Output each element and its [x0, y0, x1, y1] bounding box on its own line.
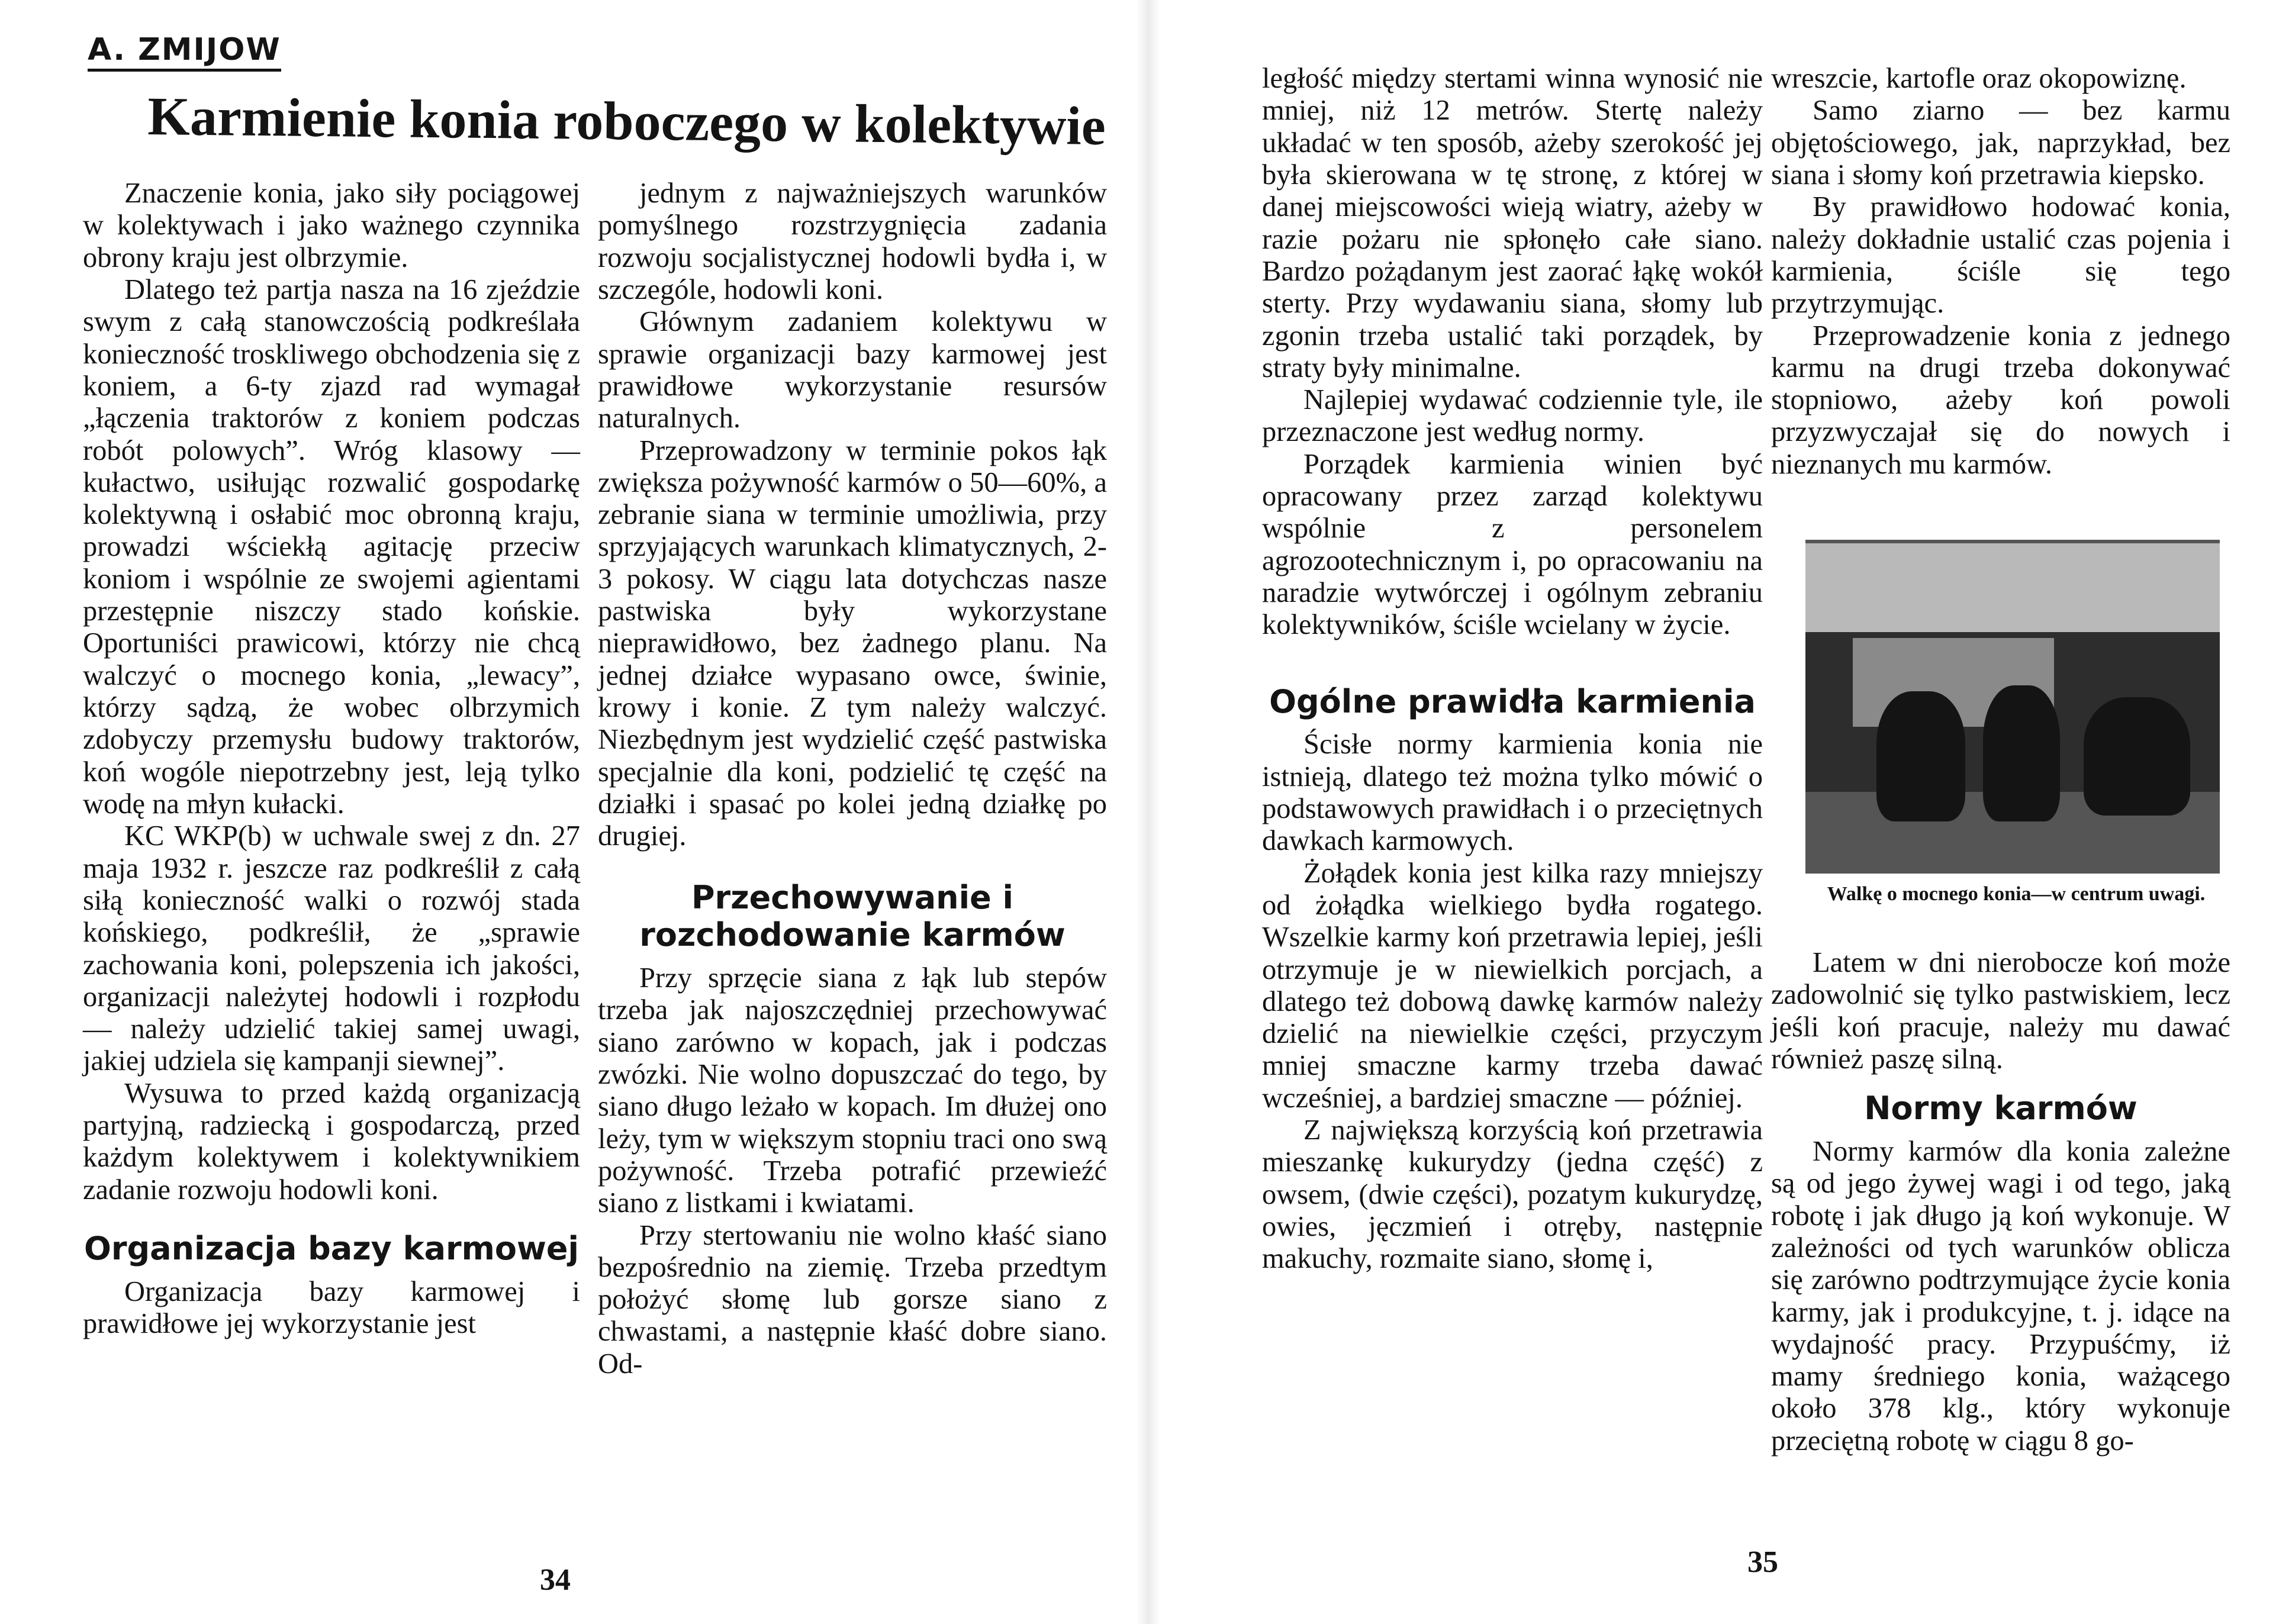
paragraph: wreszcie, kartofle oraz okopowiznę.	[1771, 63, 2187, 94]
paragraph: Przeprowadzony w terminie pokos łąk zwiększa pożywność karmów o 50—60%, a zebranie siana w terminie umożliwia, przy sprzyjających warunkach klimatycznych, 2-3 pokosy. W ciągu lata dotychczas nasze pastwiska były wykorzystane nieprawidłowo, bez żadnego planu. Na jednej działce wypasano owce, świnie, krowy i konie. Z tym należy walczyć. Niezbędnym jest wydzielić część pastwiska specjalnie dla koni, podzielić tę część na działki i spasać po kolei jedną działkę po drugiej.	[598, 434, 1107, 852]
right-column-2-top	[1771, 63, 2230, 481]
paragraph: Najlepiej wydawać codziennie tyle, ile przeznaczone jest według normy.	[1262, 384, 1763, 448]
horse-figure	[1876, 691, 1965, 821]
left-column-2	[598, 178, 1107, 1380]
article-author: A. ZMIJOW	[88, 32, 281, 72]
right-column-1	[1262, 63, 1763, 1275]
paragraph: Głównym zadaniem kolektywu w sprawie organizacji bazy karmowej jest prawidłowe wykorzystanie resursów naturalnych.	[598, 306, 1107, 434]
paragraph: Latem w dni nierobocze koń może zadowolnić się tylko pastwiskiem, lecz jeśli koń pracuje, należy mu dawać również paszę silną.	[1771, 947, 2230, 1075]
photo-sky	[1805, 543, 2220, 632]
paragraph: Przy sprzęcie siana z łąk lub stepów trzeba jak najoszczędniej przechowywać siano zarówno w kopach, jak i podczas zwózki. Nie wolno dopuszczać do tego, by siano długo leżało w kopach. Im dłużej ono leży, tym w większym stopniu traci ono swą pożywność. Trzeba potrafić przewieźć siano z listkami i kwiatami.	[598, 962, 1107, 1219]
paragraph: Porządek karmienia winien być opracowany przez zarząd kolektywu wspólnie z personelem agrozootechnicznym i, po opracowaniu na naradzie wytwórczej i ogólnym zebraniu kolektywników, ściśle wcielany w życie.	[1262, 448, 1763, 641]
section-heading: Normy karmów	[1864, 1090, 2138, 1127]
paragraph: Przy stertowaniu nie wolno kłaść siano bezpośrednio na ziemię. Trzeba przedtym położyć słomę lub gorsze siano z chwastami, a następnie kłaść dobre siano. Od-	[598, 1219, 1107, 1380]
left-column-1	[83, 178, 580, 1340]
page-number: 34	[540, 1563, 571, 1597]
paragraph: Z największą korzyścią koń przetrawia mieszankę kukurydzy (jedna część) z owsem, (dwie części), pozatym kukurydzę, owies, jęczmień i otręby, następnie makuchy, rozmaite siano, słomę i,	[1262, 1114, 1763, 1275]
paragraph: jednym z najważniejszych warunków pomyślnego rozstrzygnięcia zadania rozwoju socjalistycznej hodowli bydła i, w szczególe, hodowli koni.	[598, 178, 1107, 305]
section-heading: Przechowywanie i rozchodowanie karmów	[639, 878, 1065, 954]
paragraph: Żołądek konia jest kilka razy mniejszy od żołądka wielkiego bydła rogatego. Wszelkie karmy koń przetrawia lepiej, jeśli otrzymuje je w niewielkich porcjach, a dlatego też dobową dawkę karmów należy dzielić na niewielkie części, przyczym mniej smaczne karmy trzeba dawać wcześniej, a bardziej smaczne — później.	[1262, 857, 1763, 1114]
paragraph: Wysuwa to przed każdą organizacją partyjną, radziecką i gospodarczą, przed każdym kolektywem i kolektywnikiem zadanie rozwoju hodowli koni.	[83, 1077, 580, 1206]
paragraph: Przeprowadzenie konia z jednego karmu na drugi trzeba dokonywać stopniowo, ażeby koń powoli przyzwyczajał się do nowych i nieznanych mu karmów.	[1771, 320, 2230, 480]
horses-photo	[1805, 540, 2220, 874]
paragraph: Znaczenie konia, jako siły pociągowej w kolektywach i jako ważnego czynnika obrony kraju jest olbrzymie.	[83, 178, 580, 273]
photo-caption: Walkę o mocnego konia—w centrum uwagi.	[1827, 883, 2206, 905]
paragraph: ległość między stertami winna wynosić nie mniej, niż 12 metrów. Stertę należy układać w ten sposób, ażeby szerokość jej była skierowana w tę stronę, z której w danej miejscowości wieją wiatry, ażeby w razie pożaru nie spłonęło całe siano. Bardzo pożądanym jest zaorać łąkę wokół sterty. Przy wydawaniu siana, słomy lub zgonin trzeba ustalić taki porządek, by straty były minimalne.	[1262, 63, 1763, 384]
paragraph: By prawidłowo hodować konia, należy dokładnie ustalić czas pojenia i karmienia, ściśle się tego przytrzymując.	[1771, 191, 2230, 320]
paragraph: Normy karmów dla konia zależne są od jego żywej wagi i od tego, jaką robotę i jak długo ją koń wykonuje. W zależności od tych warunków oblicza się zarówno podtrzymujące życie konia karmy, jak i produkcyjne, t. j. idące na wydajność pracy. Przypuśćmy, iż mamy średniego konia, ważącego około 378 klg., który wykonuje przeciętną robotę w ciągu 8 go-	[1771, 1135, 2230, 1457]
right-page	[1146, 0, 2292, 1624]
paragraph: Organizacja bazy karmowej i prawidłowe jej wykorzystanie jest	[83, 1275, 580, 1340]
page-number: 35	[1747, 1545, 1778, 1579]
paragraph: KC WKP(b) w uchwale swej z dn. 27 maja 1932 r. jeszcze raz podkreślił z całą siłą konieczność walki o rozwój stada końskiego, podkreślił, że „sprawie zachowania koni, polepszenia ich jakości, organizacji należytej hodowli i rozpłodu — należy udzielić takiej samej uwagi, jakiej udziela się kampanji siewnej”.	[83, 820, 580, 1077]
paragraph: Dlatego też partja nasza na 16 zjeździe swym z całą stanowczością podkreślała konieczność troskliwego obchodzenia się z koniem, a 6-ty zjazd rad wymagał „łączenia traktorów z koniem podczas robót polowych”. Wróg klasowy — kułactwo, usiłując rozwalić gospodarkę kolektywną i osłabić moc obronną kraju, prowadzi wściekłą agitację przeciw koniom i wspólnie ze swojemi agientami przestępnie niszczy stado końskie. Oportuniści prawicowi, którzy nie chcą walczyć o mocnego konia, „lewacy”, którzy sądzą, że wobec olbrzymich zdobyczy przemysłu budowy traktorów, koń wogóle niepotrzebny jest, leją tylko wodę na młyn kułacki.	[83, 273, 580, 820]
article-title: Karmienie konia roboczego w kolektywie	[147, 86, 1106, 156]
section-heading: Organizacja bazy karmowej	[83, 1230, 580, 1267]
horse-figure	[2084, 697, 2190, 816]
paragraph: Samo ziarno — bez karmu objętościowego, jak, naprzykład, bez siana i słomy koń przetrawia kiepsko.	[1771, 95, 2230, 191]
paragraph: Ścisłe normy karmienia konia nie istnieją, dlatego też można tylko mówić o podstawowych prawidłach i o przeciętnych dawkach karmowych.	[1262, 729, 1763, 857]
right-column-2-bottom	[1771, 947, 2230, 1457]
horse-figure	[1983, 685, 2060, 821]
section-heading: Ogólne prawidła karmienia	[1269, 682, 1756, 720]
